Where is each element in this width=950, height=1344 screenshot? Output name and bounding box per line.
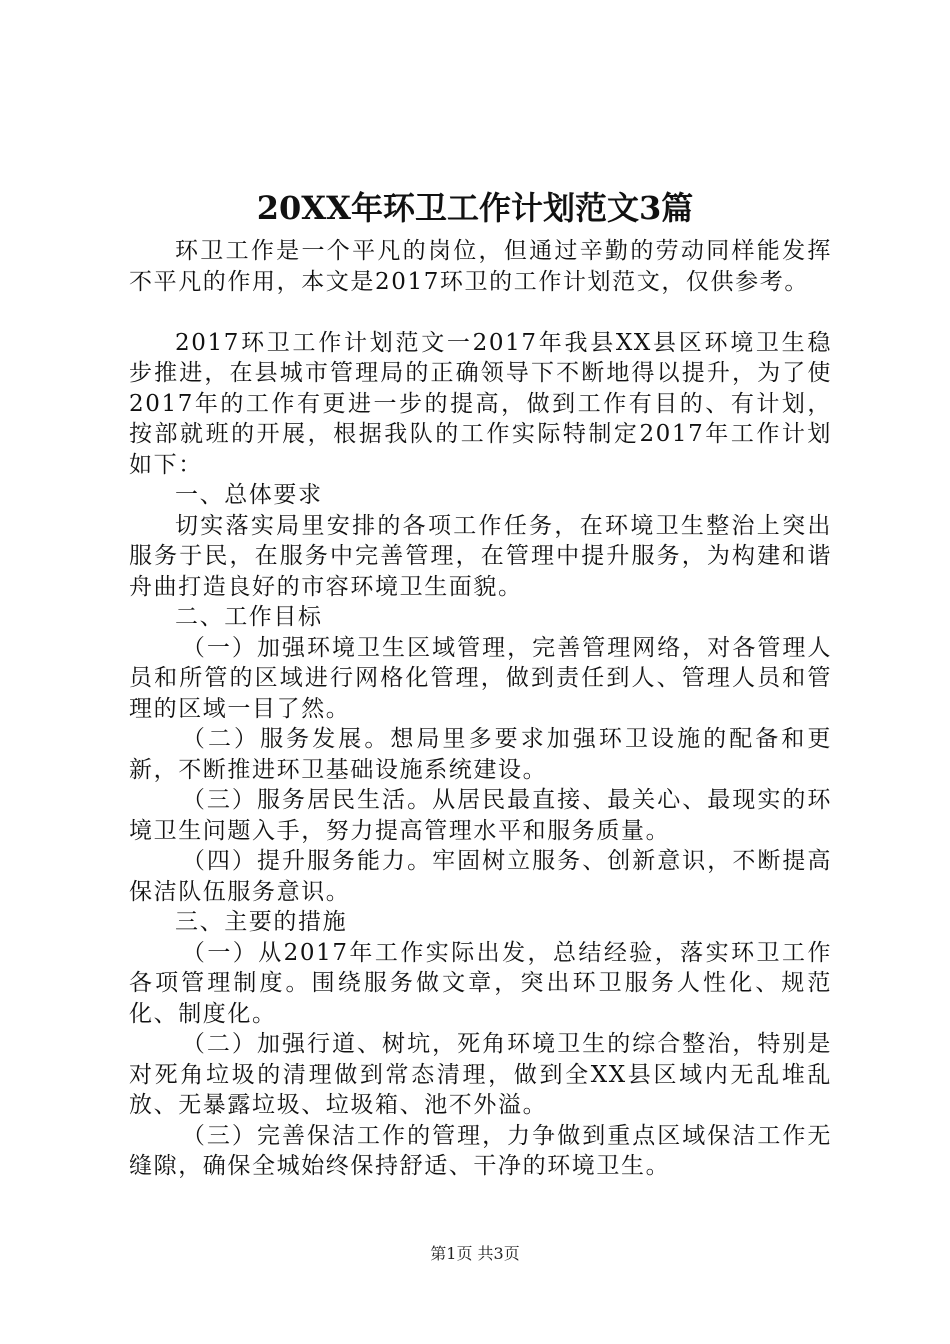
document-title: 20XX年环卫工作计划范文3篇	[256, 189, 694, 227]
measure-item-3: （三）完善保洁工作的管理，力争做到重点区域保洁工作无缝隙，确保全城始终保持舒适、干净的环境卫生。	[129, 1122, 832, 1179]
section-heading-measures: 三、主要的措施	[175, 909, 348, 935]
intro-paragraph: 环卫工作是一个平凡的岗位，但通过辛勤的劳动同样能发挥不平凡的作用，本文是2017环卫的工作计划范文，仅供参考。	[129, 238, 832, 295]
goal-item-2: （二）服务发展。想局里多要求加强环卫设施的配备和更新，不断推进环卫基础设施系统建设。	[129, 726, 832, 783]
page-footer: 第1页 共3页	[430, 1244, 520, 1263]
overall-requirements-paragraph: 切实落实局里安排的各项工作任务，在环境卫生整治上突出服务于民，在服务中完善管理，在管理中提升服务，为构建和谐舟曲打造良好的市容环境卫生面貌。	[129, 512, 832, 600]
measure-item-1: （一）从2017年工作实际出发，总结经验，落实环卫工作各项管理制度。围绕服务做文章，突出环卫服务人性化、规范化、制度化。	[129, 939, 832, 1027]
paragraph-spacer	[129, 297, 832, 328]
measure-item-2: （二）加强行道、树坑，死角环境卫生的综合整治，特别是对死角垃圾的清理做到常态清理，做到全XX县区域内无乱堆乱放、无暴露垃圾、垃圾箱、池不外溢。	[129, 1031, 832, 1118]
goal-item-1: （一）加强环境卫生区域管理，完善管理网络，对各管理人员和所管的区域进行网格化管理，做到责任到人、管理人员和管理的区域一目了然。	[129, 634, 832, 722]
goal-item-4: （四）提升服务能力。牢固树立服务、创新意识，不断提高保洁队伍服务意识。	[129, 848, 832, 905]
document-body	[129, 236, 832, 1182]
goal-item-3: （三）服务居民生活。从居民最直接、最关心、最现实的环境卫生问题入手，努力提高管理水平和服务质量。	[129, 787, 832, 844]
plan-intro-paragraph: 2017环卫工作计划范文一2017年我县XX县区环境卫生稳步推进，在县城市管理局的正确领导下不断地得以提升，为了使2017年的工作有更进一步的提高，做到工作有目的、有计划，按部就班的开展，根据我队的工作实际特制定2017年工作计划如下：	[129, 329, 832, 478]
section-heading-overall: 一、总体要求	[175, 482, 323, 508]
section-heading-goals: 二、工作目标	[175, 604, 323, 630]
